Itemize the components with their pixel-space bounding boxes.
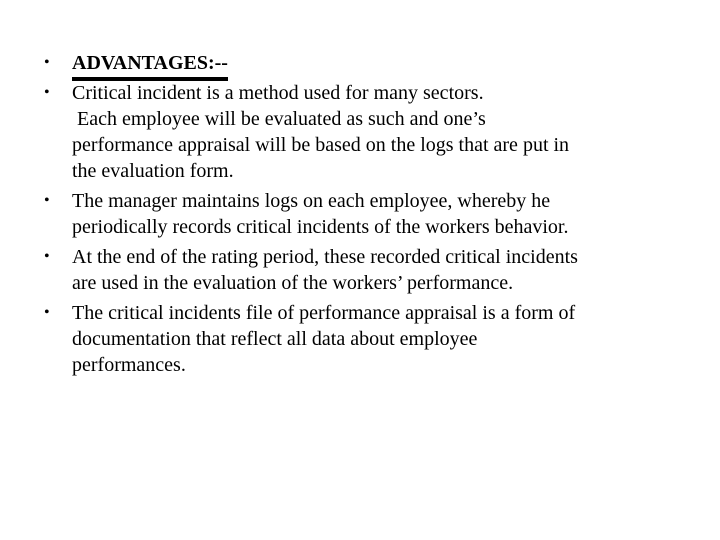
bullet-text-line: the evaluation form. [72,160,234,182]
bullet-text-line: Each employee will be evaluated as such and one’s [72,108,486,130]
bullet-icon: • [44,84,50,101]
bullet-text-line: Critical incident is a method used for many sectors. [72,82,484,104]
bullet-text-line: are used in the evaluation of the workers’ performance. [72,272,514,294]
bullet-icon: • [44,248,50,265]
bullet-icon: • [44,192,50,209]
heading-advantages-text: ADVANTAGES:-- [72,52,228,74]
bullet-item-manager-logs [44,188,684,240]
heading-advantages [72,50,228,76]
bullet-item-incidents-file [44,300,684,378]
bullet-icon: • [44,304,50,321]
bullet-text-line: documentation that reflect all data about employee [72,328,478,350]
bullet-list [44,50,684,382]
bullet-text-line: The critical incidents file of performance appraisal is a form of [72,302,576,324]
bullet-item-critical-incident [44,80,684,184]
bullet-text-line: performances. [72,354,186,376]
bullet-item-rating-period [44,244,684,296]
bullet-item-advantages [44,50,684,76]
bullet-text-line: periodically records critical incidents of the workers behavior. [72,216,569,238]
bullet-text-line: The manager maintains logs on each employee, whereby he [72,190,551,212]
bullet-text-line: At the end of the rating period, these recorded critical incidents [72,246,578,268]
bullet-icon: • [44,54,50,71]
bullet-text-line: performance appraisal will be based on the logs that are put in [72,134,570,156]
